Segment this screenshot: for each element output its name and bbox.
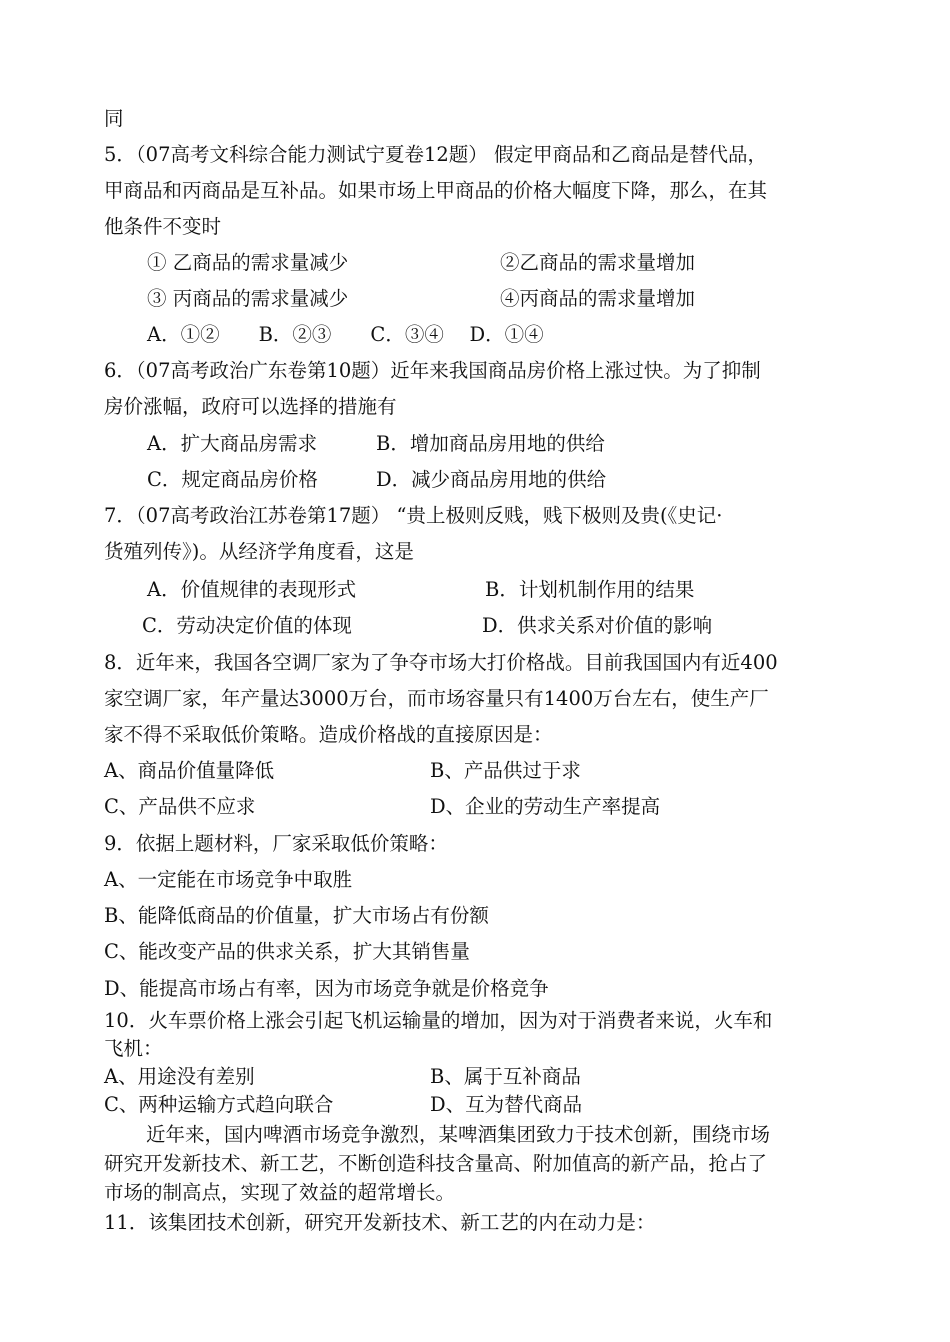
material-paragraph-line-1: 近年来，国内啤酒市场竞争激烈，某啤酒集团致力于技术创新，围绕市场 [146, 1123, 771, 1146]
question-5-statement-4: ④丙商品的需求量增加 [500, 287, 696, 310]
question-6-option-c: C．规定商品房价格 [147, 468, 318, 491]
question-10-option-c: C、两种运输方式趋向联合 [104, 1093, 334, 1116]
question-5-statement-3: ③ 丙商品的需求量减少 [147, 287, 349, 310]
question-8-option-b: B、产品供过于求 [430, 759, 581, 782]
question-8-option-a: A、商品价值量降低 [104, 759, 275, 782]
question-10-line-1: 10．火车票价格上涨会引起飞机运输量的增加，因为对于消费者来说，火车和 [104, 1009, 773, 1032]
question-9-option-a: A、一定能在市场竞争中取胜 [104, 868, 353, 891]
question-6-line-2: 房价涨幅，政府可以选择的措施有 [104, 395, 397, 418]
question-9-option-d: D、能提高市场占有率，因为市场竞争就是价格竞争 [104, 977, 549, 1000]
question-8-line-1: 8．近年来，我国各空调厂家为了争夺市场大打价格战。目前我国国内有近400 [104, 651, 778, 674]
question-5-line-2: 甲商品和丙商品是互补品。如果市场上甲商品的价格大幅度下降，那么，在其 [104, 179, 768, 202]
question-11-line-1: 11．该集团技术创新，研究开发新技术、新工艺的内在动力是： [104, 1211, 656, 1234]
question-6-line-1: 6．（07高考政治广东卷第10题）近年来我国商品房价格上涨过快。为了抑制 [104, 359, 761, 382]
question-5-line-3: 他条件不变时 [104, 215, 222, 238]
question-9-line-1: 9．依据上题材料，厂家采取低价策略： [104, 832, 448, 855]
question-5-statement-1: ① 乙商品的需求量减少 [147, 251, 349, 274]
question-6-option-d: D．减少商品房用地的供给 [376, 468, 607, 491]
text-line: 同 [104, 107, 124, 130]
question-10-line-2: 飞机： [104, 1037, 163, 1060]
question-7-option-c: C．劳动决定价值的体现 [142, 614, 352, 637]
question-7-option-b: B．计划机制作用的结果 [485, 578, 695, 601]
question-9-option-c: C、能改变产品的供求关系，扩大其销售量 [104, 940, 470, 963]
question-8-option-c: C、产品供不应求 [104, 795, 256, 818]
question-5-statement-2: ②乙商品的需求量增加 [500, 251, 696, 274]
material-paragraph-line-3: 市场的制高点，实现了效益的超常增长。 [104, 1181, 456, 1204]
question-10-option-d: D、互为替代商品 [430, 1093, 583, 1116]
material-paragraph-line-2: 研究开发新技术、新工艺，不断创造科技含量高、附加值高的新产品，抢占了 [104, 1152, 768, 1175]
question-8-option-d: D、企业的劳动生产率提高 [430, 795, 661, 818]
question-7-line-2: 货殖列传》)。从经济学角度看，这是 [104, 540, 414, 563]
question-7-line-1: 7．（07高考政治江苏卷第17题） “贵上极则反贱，贱下极则及贵(《史记· [104, 504, 723, 527]
question-6-option-b: B．增加商品房用地的供给 [376, 432, 605, 455]
question-5-answer-choices: A．①② B．②③ C．③④ D．①④ [147, 323, 544, 346]
question-9-option-b: B、能降低商品的价值量，扩大市场占有份额 [104, 904, 489, 927]
question-8-line-3: 家不得不采取低价策略。造成价格战的直接原因是： [104, 723, 553, 746]
question-6-option-a: A．扩大商品房需求 [147, 432, 318, 455]
question-7-option-a: A．价值规律的表现形式 [147, 578, 357, 601]
question-8-line-2: 家空调厂家，年产量达3000万台，而市场容量只有1400万台左右，使生产厂 [104, 687, 769, 710]
question-7-option-d: D．供求关系对价值的影响 [482, 614, 713, 637]
question-10-option-a: A、用途没有差别 [104, 1065, 255, 1088]
question-5-line-1: 5．（07高考文科综合能力测试宁夏卷12题） 假定甲商品和乙商品是替代品， [104, 143, 767, 166]
question-10-option-b: B、属于互补商品 [430, 1065, 581, 1088]
